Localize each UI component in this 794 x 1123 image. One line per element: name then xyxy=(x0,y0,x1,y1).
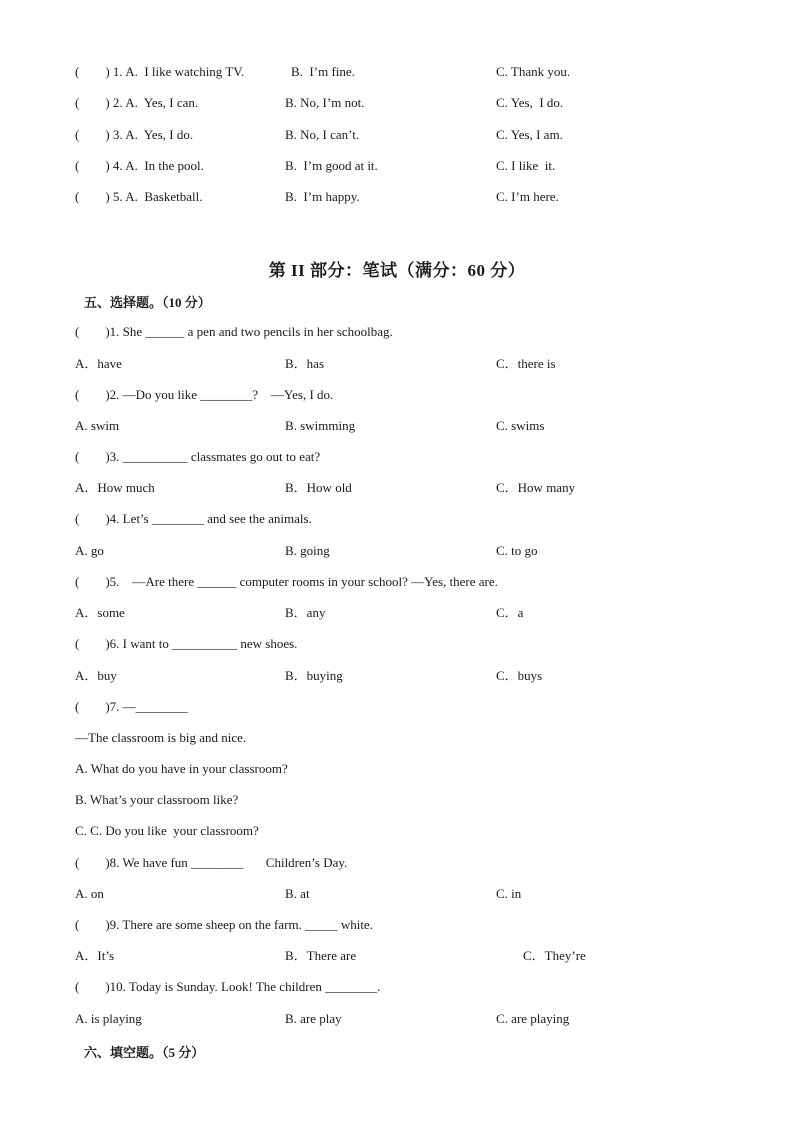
option-c: C. swims xyxy=(496,418,545,433)
option-b: B．any xyxy=(285,605,326,620)
option-c: C. C. Do you like your classroom? xyxy=(75,823,259,838)
option-c: C. I like it. xyxy=(496,158,556,173)
question-6 xyxy=(0,635,794,653)
option-b: B. What’s your classroom like? xyxy=(75,792,239,807)
question-text: ( )10. Today is Sunday. Look! The children ________. xyxy=(75,979,381,994)
question-10 xyxy=(0,978,794,996)
option-b: B. I’m happy. xyxy=(285,189,360,204)
question-3 xyxy=(0,448,794,466)
option-c: C．a xyxy=(496,605,524,620)
question-3-options xyxy=(0,479,794,497)
option-c: C. Yes, I do. xyxy=(496,95,564,110)
question-text: ( )9. There are some sheep on the farm. _____ white. xyxy=(75,917,373,932)
question-1 xyxy=(0,323,794,341)
option-a: A. is playing xyxy=(75,1011,142,1026)
question-6-options xyxy=(0,667,794,685)
question-4-options xyxy=(0,542,794,560)
listening-item-1 xyxy=(0,63,794,81)
option-b: B. I’m fine. xyxy=(291,64,355,79)
option-a: A．It’s xyxy=(75,948,115,963)
question-7-option-a xyxy=(0,760,794,778)
option-a: A. swim xyxy=(75,418,120,433)
question-8 xyxy=(0,854,794,872)
question-text: ( )4. Let’s ________ and see the animals. xyxy=(75,511,312,526)
question-2-options xyxy=(0,417,794,435)
option-b: B. going xyxy=(285,543,330,558)
question-7-option-b xyxy=(0,791,794,809)
question-8-options xyxy=(0,885,794,903)
question-7-answer-line xyxy=(0,729,794,747)
question-2 xyxy=(0,386,794,404)
option-c: C. are playing xyxy=(496,1011,570,1026)
question-7 xyxy=(0,698,794,716)
option-a: A．buy xyxy=(75,668,117,683)
listening-item-3 xyxy=(0,126,794,144)
question-text: ( )6. I want to __________ new shoes. xyxy=(75,636,298,651)
option-c: C．How many xyxy=(496,480,576,495)
option-c: C．They’re xyxy=(523,948,586,963)
option-c: C．buys xyxy=(496,668,543,683)
option-b: B．How old xyxy=(285,480,352,495)
question-text: ( ) 4. A. In the pool. xyxy=(75,158,204,173)
option-c: C．there is xyxy=(496,356,556,371)
option-c: C. Yes, I am. xyxy=(496,127,563,142)
option-b: B. swimming xyxy=(285,418,356,433)
option-a: A. go xyxy=(75,543,104,558)
question-text: ( )7. —________ xyxy=(75,699,188,714)
dialogue-response: —The classroom is big and nice. xyxy=(75,730,247,745)
option-c: C. I’m here. xyxy=(496,189,559,204)
section5-heading: 五、选择题。（10 分） xyxy=(84,295,211,310)
question-text: ( )5. —Are there ______ computer rooms in your school? —Yes, there are. xyxy=(75,574,498,589)
option-b: B．There are xyxy=(285,948,357,963)
option-b: B. No, I can’t. xyxy=(285,127,360,142)
question-text: ( ) 2. A. Yes, I can. xyxy=(75,95,199,110)
question-text: ( ) 3. A. Yes, I do. xyxy=(75,127,194,142)
question-9-options xyxy=(0,947,794,965)
question-text: ( )8. We have fun ________ Children’s Day. xyxy=(75,855,348,870)
option-b: B．has xyxy=(285,356,325,371)
question-9 xyxy=(0,916,794,934)
question-text: ( )1. She ______ a pen and two pencils in her schoolbag. xyxy=(75,324,393,339)
option-b: B. I’m good at it. xyxy=(285,158,378,173)
question-5 xyxy=(0,573,794,591)
question-1-options xyxy=(0,355,794,373)
part2-title: 第 II 部分：笔试（满分：60 分） xyxy=(268,261,526,280)
option-a: A．have xyxy=(75,356,122,371)
listening-item-4 xyxy=(0,157,794,175)
question-text: ( )3. __________ classmates go out to eat? xyxy=(75,449,321,464)
option-a: A. What do you have in your classroom? xyxy=(75,761,288,776)
question-4 xyxy=(0,510,794,528)
option-a: A．some xyxy=(75,605,125,620)
option-a: A．How much xyxy=(75,480,155,495)
option-b: B．buying xyxy=(285,668,343,683)
option-c: C. Thank you. xyxy=(496,64,571,79)
option-c: C. to go xyxy=(496,543,538,558)
listening-item-5 xyxy=(0,188,794,206)
question-text: ( )2. —Do you like ________? —Yes, I do. xyxy=(75,387,334,402)
question-text: ( ) 5. A. Basketball. xyxy=(75,189,203,204)
option-c: C. in xyxy=(496,886,522,901)
option-b: B. at xyxy=(285,886,310,901)
question-7-option-c xyxy=(0,822,794,840)
option-b: B. are play xyxy=(285,1011,342,1026)
section6-heading: 六、填空题。（5 分） xyxy=(84,1045,205,1060)
question-5-options xyxy=(0,604,794,622)
question-10-options xyxy=(0,1010,794,1028)
question-text: ( ) 1. A. I like watching TV. xyxy=(75,64,245,79)
option-b: B. No, I’m not. xyxy=(285,95,365,110)
listening-item-2 xyxy=(0,94,794,112)
option-a: A. on xyxy=(75,886,104,901)
